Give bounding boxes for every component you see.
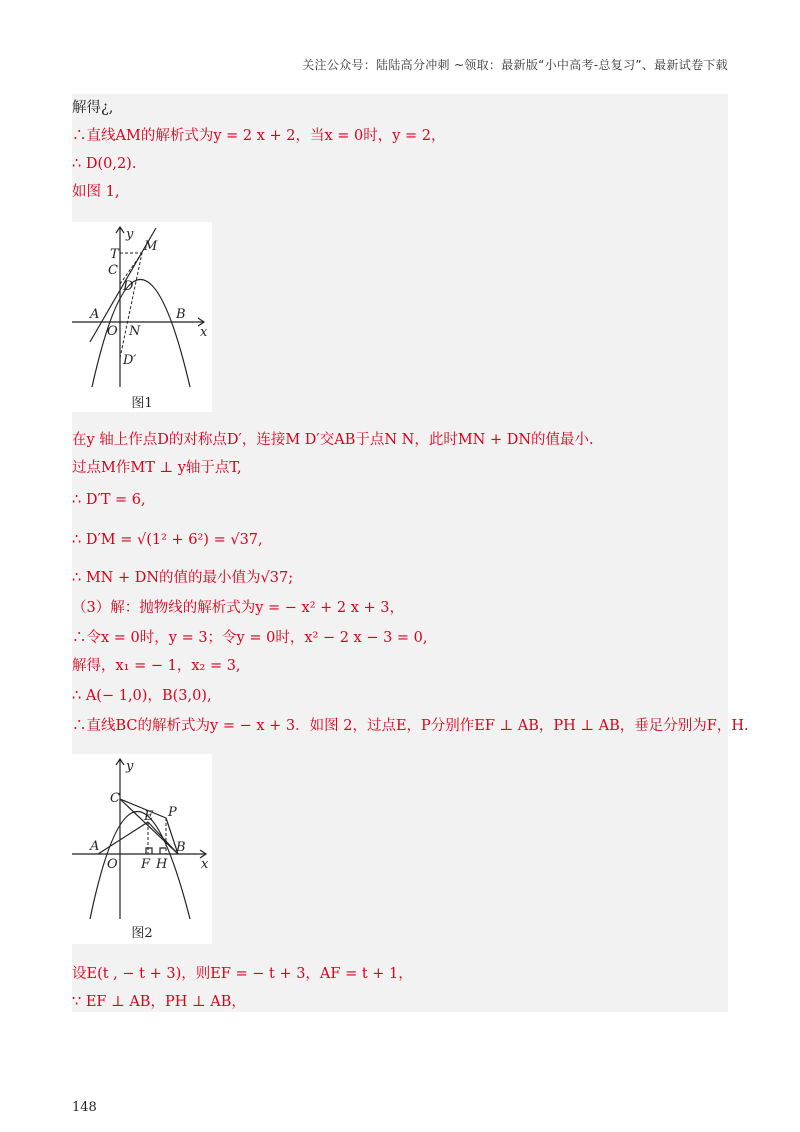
fig2-label-e: E: [144, 809, 154, 824]
fig1-label-n: N: [129, 324, 141, 339]
fig1-label-d: D: [123, 279, 134, 294]
fig2-label-p: P: [168, 805, 177, 820]
text-line: 如图 1,: [72, 184, 120, 200]
fig2-label-y: y: [126, 759, 134, 774]
text-line: ∴令x = 0时，y = 3；令y = 0时，x² − 2 x − 3 = 0,: [72, 630, 428, 646]
fig2-label-a: A: [90, 839, 100, 854]
text-line: ∴ D′T = 6,: [72, 492, 146, 508]
fig2-label-h: H: [156, 857, 168, 872]
text-line: ∴直线AM的解析式为y = 2 x + 2，当x = 0时，y = 2，: [72, 128, 446, 144]
figure-1: [72, 222, 212, 412]
page-header: 关注公众号：陆陆高分冲刺 ~领取：最新版“小中高考-总复习”、最新试卷下载: [302, 58, 728, 72]
fig2-label-f: F: [141, 857, 151, 872]
figure-2-caption: 图2: [131, 926, 153, 941]
text-line: ∴ A(− 1,0)，B(3,0),: [72, 688, 212, 704]
fig2-label-o: O: [107, 857, 118, 872]
text-line: 过点M作MT ⊥ y轴于点T,: [72, 460, 242, 476]
solution-panel: [72, 94, 749, 1012]
fig1-label-d-prime: D′: [123, 353, 137, 368]
text-line: （3）解：抛物线的解析式为y = − x² + 2 x + 3，: [72, 600, 405, 616]
figure-2-diagram: [72, 754, 212, 922]
fig1-label-x: x: [200, 325, 208, 340]
fig1-label-m: M: [144, 239, 158, 254]
text-line: 设E(t , − t + 3)，则EF = − t + 3，AF = t + 1，: [72, 966, 413, 982]
fig1-label-c: C: [108, 263, 118, 278]
fig1-label-b: B: [176, 307, 186, 322]
fig1-label-o: O: [107, 324, 118, 339]
text-line: ∴ D′M = √(1² + 6²) = √37,: [72, 532, 263, 548]
text-line: ∴ D(0,2).: [72, 156, 137, 172]
text-line: ∴ MN + DN的值的最小值为√37;: [72, 570, 294, 586]
fig1-label-y: y: [126, 227, 134, 242]
text-line: 解得，x₁ = − 1，x₂ = 3,: [72, 658, 241, 674]
figure-1-caption: 图1: [131, 396, 153, 411]
fig2-label-b: B: [176, 840, 186, 855]
text-line: 在y 轴上作点D的对称点D′，连接M D′交AB于点N N，此时MN + DN的值最小.: [72, 432, 594, 448]
text-line: ∵ EF ⊥ AB，PH ⊥ AB，: [72, 994, 246, 1010]
text-line: ∴直线BC的解析式为y = − x + 3．如图 2，过点E，P分别作EF ⊥ AB，PH ⊥ AB，垂足分别为F，H.: [72, 718, 749, 734]
fig1-label-t: T: [110, 247, 119, 262]
figure-2: [72, 754, 212, 944]
page-number: 148: [72, 1100, 97, 1115]
fig2-label-c: C: [110, 791, 120, 806]
text-line: 解得¿,: [72, 100, 114, 116]
figure-1-diagram: [72, 222, 212, 392]
fig2-label-x: x: [201, 857, 209, 872]
fig1-label-a: A: [90, 307, 100, 322]
